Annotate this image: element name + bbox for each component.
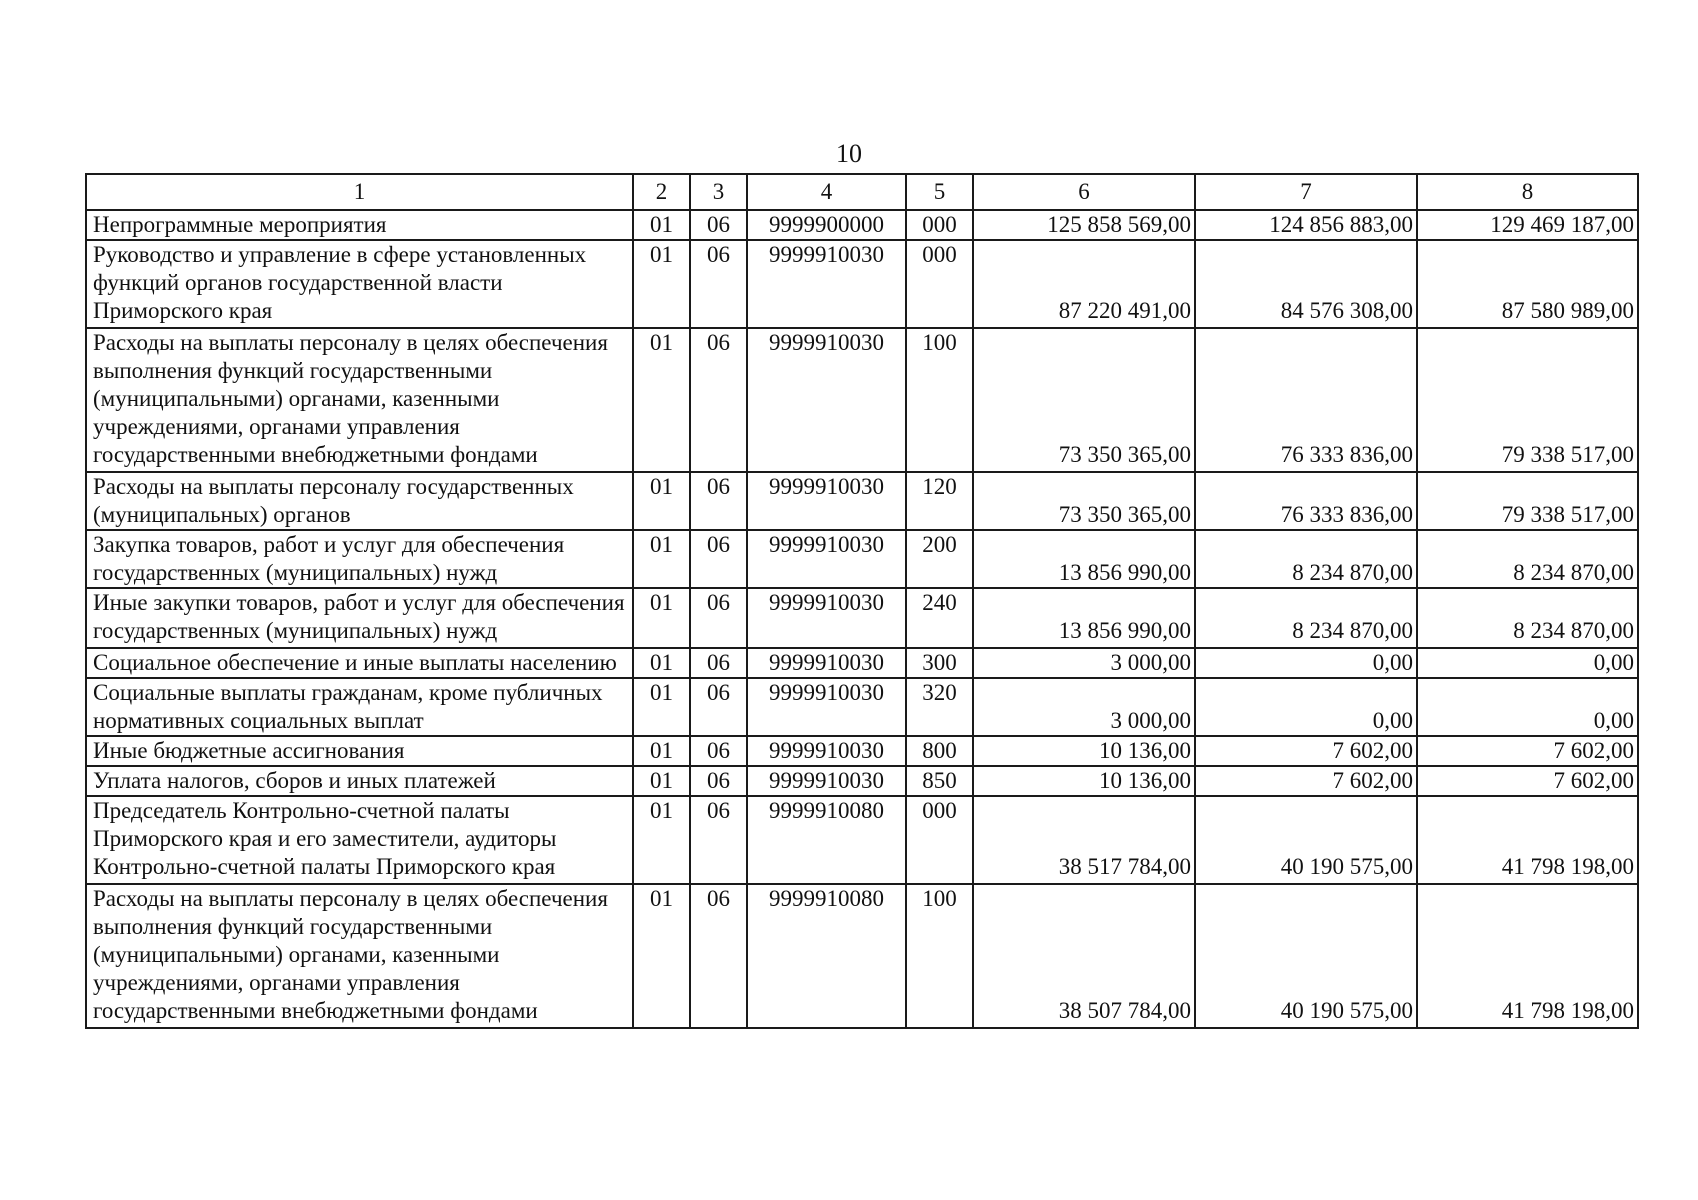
row-target-article: 9999910030: [747, 678, 906, 736]
row-subsection: 06: [690, 648, 747, 678]
row-amount-col8: 79 338 517,00: [1417, 472, 1638, 530]
page-number: 10: [836, 139, 862, 168]
row-target-article: 9999900000: [747, 210, 906, 240]
row-amount-col8: 41 798 198,00: [1417, 884, 1638, 1028]
row-amount-col6: 3 000,00: [973, 648, 1195, 678]
row-target-article: 9999910030: [747, 588, 906, 648]
row-subsection: 06: [690, 210, 747, 240]
row-amount-col8: 8 234 870,00: [1417, 588, 1638, 648]
row-amount-col7: 84 576 308,00: [1195, 240, 1417, 328]
row-section: 01: [633, 240, 690, 328]
row-amount-col8: 8 234 870,00: [1417, 530, 1638, 588]
row-name: Расходы на выплаты персоналу государственных (муниципальных) органов: [86, 472, 633, 530]
row-amount-col7: 40 190 575,00: [1195, 884, 1417, 1028]
row-name: Иные закупки товаров, работ и услуг для обеспечения государственных (муниципальных) нужд: [86, 588, 633, 648]
row-amount-col7: 7 602,00: [1195, 766, 1417, 796]
row-amount-col7: 8 234 870,00: [1195, 588, 1417, 648]
row-amount-col6: 73 350 365,00: [973, 472, 1195, 530]
row-name: Уплата налогов, сборов и иных платежей: [86, 766, 633, 796]
row-section: 01: [633, 796, 690, 884]
header-cell-4: 4: [747, 174, 906, 210]
row-target-article: 9999910030: [747, 648, 906, 678]
table-row: [86, 736, 1638, 766]
row-section: 01: [633, 472, 690, 530]
row-amount-col6: 38 517 784,00: [973, 796, 1195, 884]
row-target-article: 9999910030: [747, 736, 906, 766]
row-expense-type: 320: [906, 678, 973, 736]
table-row: [86, 796, 1638, 884]
row-amount-col6: 10 136,00: [973, 766, 1195, 796]
row-amount-col6: 10 136,00: [973, 736, 1195, 766]
header-cell-5: 5: [906, 174, 973, 210]
row-amount-col6: 87 220 491,00: [973, 240, 1195, 328]
row-amount-col6: 13 856 990,00: [973, 530, 1195, 588]
row-name: Закупка товаров, работ и услуг для обеспечения государственных (муниципальных) нужд: [86, 530, 633, 588]
row-expense-type: 200: [906, 530, 973, 588]
row-target-article: 9999910030: [747, 472, 906, 530]
row-target-article: 9999910030: [747, 766, 906, 796]
header-cell-8: 8: [1417, 174, 1638, 210]
header-cell-2: 2: [633, 174, 690, 210]
table-row: [86, 210, 1638, 240]
header-cell-7: 7: [1195, 174, 1417, 210]
row-expense-type: 850: [906, 766, 973, 796]
row-name: Расходы на выплаты персоналу в целях обеспечения выполнения функций государственными (муниципальными) органами, казенными учреждениями, органами управления государственными внебюджетными фондами: [86, 884, 633, 1028]
row-section: 01: [633, 884, 690, 1028]
row-section: 01: [633, 588, 690, 648]
row-target-article: 9999910030: [747, 240, 906, 328]
table-row: [86, 328, 1638, 472]
row-amount-col6: 13 856 990,00: [973, 588, 1195, 648]
row-target-article: 9999910030: [747, 328, 906, 472]
row-expense-type: 100: [906, 884, 973, 1028]
row-amount-col6: 73 350 365,00: [973, 328, 1195, 472]
row-section: 01: [633, 766, 690, 796]
row-name: Председатель Контрольно-счетной палаты Приморского края и его заместители, аудиторы Контрольно-счетной палаты Приморского края: [86, 796, 633, 884]
row-name: Непрограммные мероприятия: [86, 210, 633, 240]
row-subsection: 06: [690, 588, 747, 648]
row-name: Руководство и управление в сфере установленных функций органов государственной власти Приморского края: [86, 240, 633, 328]
table-row: [86, 240, 1638, 328]
row-subsection: 06: [690, 240, 747, 328]
table-row: [86, 884, 1638, 1028]
row-target-article: 9999910080: [747, 796, 906, 884]
row-expense-type: 300: [906, 648, 973, 678]
header-cell-1: 1: [86, 174, 633, 210]
row-section: 01: [633, 678, 690, 736]
header-cell-3: 3: [690, 174, 747, 210]
table-row: [86, 648, 1638, 678]
row-amount-col7: 8 234 870,00: [1195, 530, 1417, 588]
row-subsection: 06: [690, 678, 747, 736]
row-amount-col8: 7 602,00: [1417, 736, 1638, 766]
table-row: [86, 766, 1638, 796]
table-header-row: [86, 174, 1638, 210]
row-amount-col8: 129 469 187,00: [1417, 210, 1638, 240]
row-amount-col7: 40 190 575,00: [1195, 796, 1417, 884]
table-row: [86, 472, 1638, 530]
row-expense-type: 120: [906, 472, 973, 530]
row-name: Социальное обеспечение и иные выплаты населению: [86, 648, 633, 678]
row-expense-type: 000: [906, 796, 973, 884]
row-expense-type: 100: [906, 328, 973, 472]
row-amount-col7: 76 333 836,00: [1195, 328, 1417, 472]
row-subsection: 06: [690, 736, 747, 766]
row-section: 01: [633, 648, 690, 678]
row-subsection: 06: [690, 884, 747, 1028]
row-name: Иные бюджетные ассигнования: [86, 736, 633, 766]
row-expense-type: 000: [906, 240, 973, 328]
budget-table: [85, 173, 1639, 1029]
row-amount-col8: 87 580 989,00: [1417, 240, 1638, 328]
row-subsection: 06: [690, 328, 747, 472]
row-subsection: 06: [690, 472, 747, 530]
row-target-article: 9999910080: [747, 884, 906, 1028]
row-amount-col6: 38 507 784,00: [973, 884, 1195, 1028]
row-subsection: 06: [690, 766, 747, 796]
row-target-article: 9999910030: [747, 530, 906, 588]
row-amount-col7: 76 333 836,00: [1195, 472, 1417, 530]
row-subsection: 06: [690, 530, 747, 588]
row-section: 01: [633, 530, 690, 588]
row-amount-col7: 124 856 883,00: [1195, 210, 1417, 240]
row-amount-col8: 0,00: [1417, 648, 1638, 678]
row-amount-col8: 41 798 198,00: [1417, 796, 1638, 884]
table-row: [86, 588, 1638, 648]
row-section: 01: [633, 210, 690, 240]
row-amount-col6: 3 000,00: [973, 678, 1195, 736]
row-amount-col8: 79 338 517,00: [1417, 328, 1638, 472]
row-amount-col8: 7 602,00: [1417, 766, 1638, 796]
row-amount-col7: 0,00: [1195, 678, 1417, 736]
row-section: 01: [633, 736, 690, 766]
row-expense-type: 800: [906, 736, 973, 766]
row-name: Социальные выплаты гражданам, кроме публичных нормативных социальных выплат: [86, 678, 633, 736]
row-amount-col7: 0,00: [1195, 648, 1417, 678]
row-name: Расходы на выплаты персоналу в целях обеспечения выполнения функций государственными (муниципальными) органами, казенными учреждениями, органами управления государственными внебюджетными фондами: [86, 328, 633, 472]
row-section: 01: [633, 328, 690, 472]
table-row: [86, 530, 1638, 588]
row-amount-col7: 7 602,00: [1195, 736, 1417, 766]
row-amount-col8: 0,00: [1417, 678, 1638, 736]
table-row: [86, 678, 1638, 736]
row-expense-type: 000: [906, 210, 973, 240]
row-amount-col6: 125 858 569,00: [973, 210, 1195, 240]
row-expense-type: 240: [906, 588, 973, 648]
row-subsection: 06: [690, 796, 747, 884]
header-cell-6: 6: [973, 174, 1195, 210]
